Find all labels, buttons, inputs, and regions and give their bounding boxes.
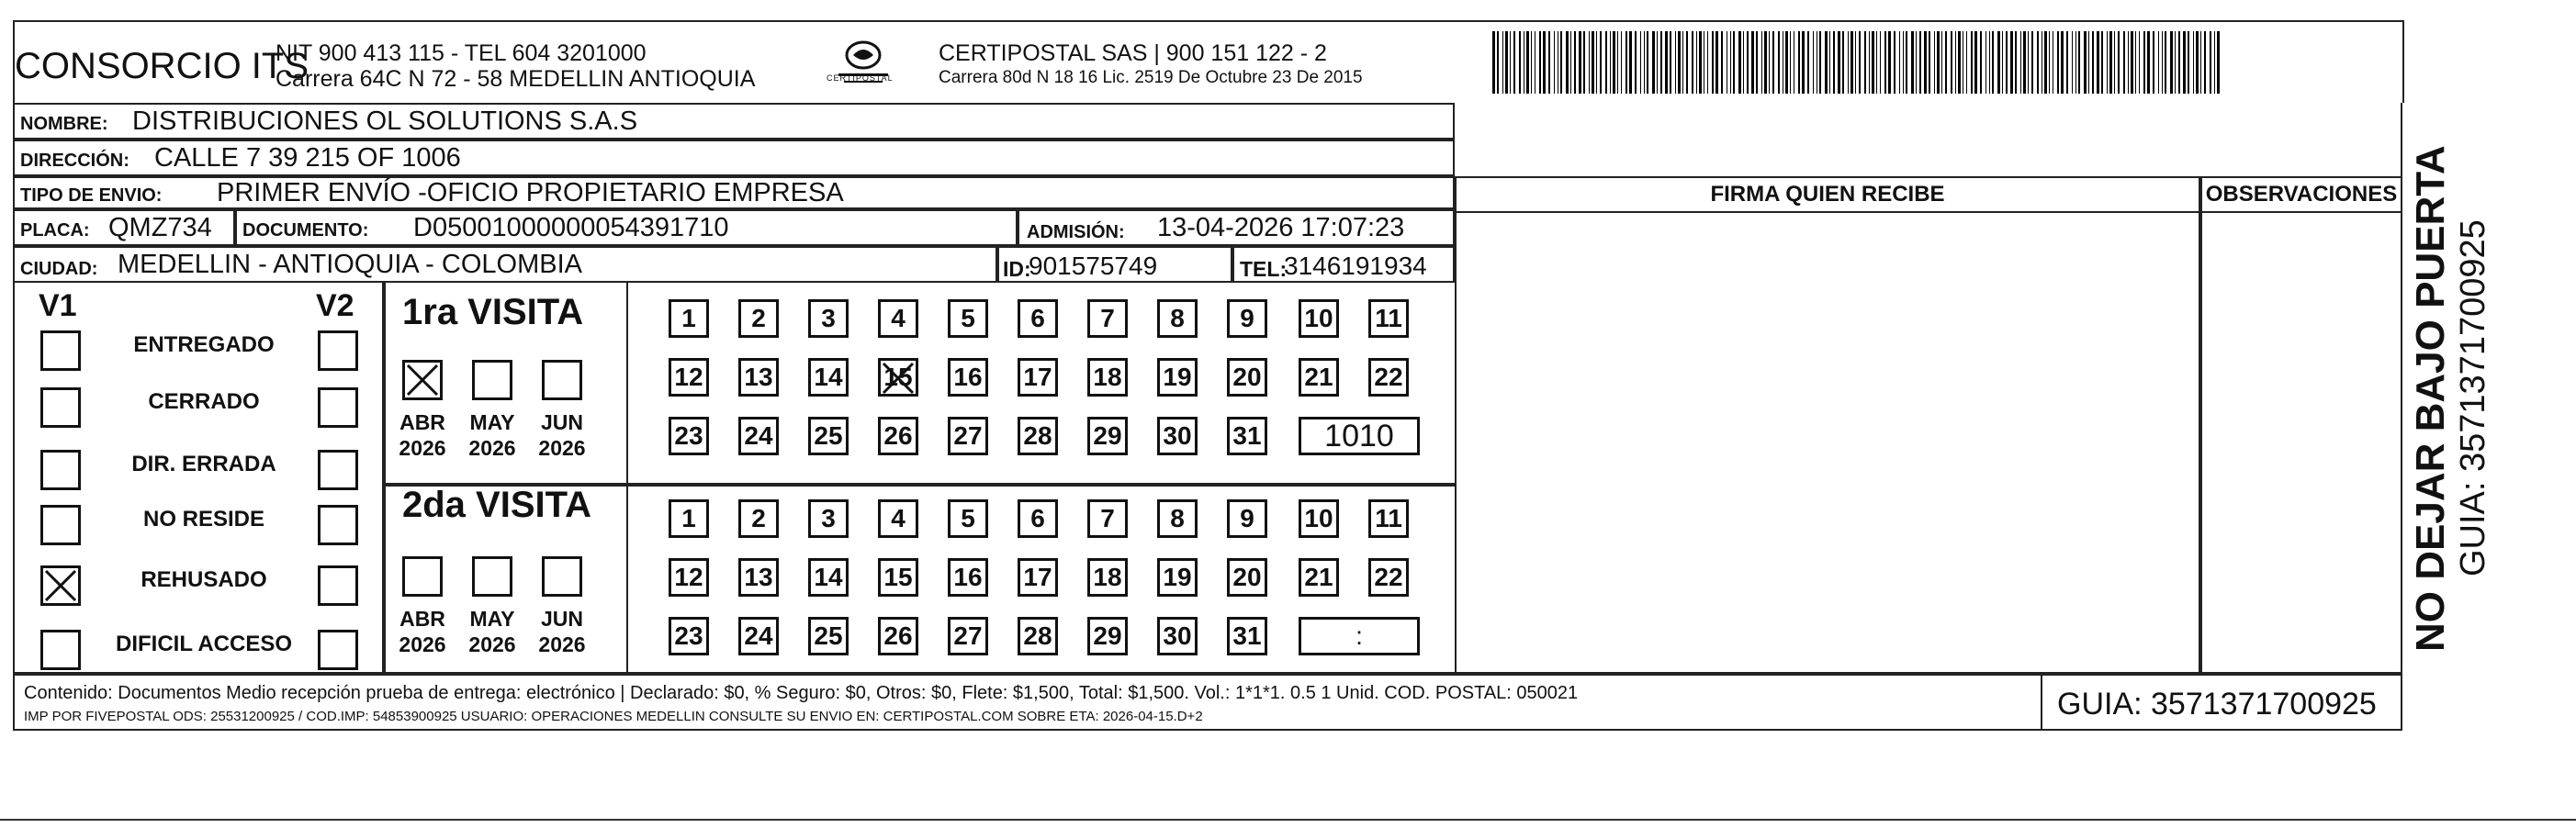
plate-cell	[13, 209, 235, 246]
first-visit-day-14[interactable]: 14	[808, 358, 849, 397]
address-label: DIRECCIÓN:	[20, 151, 129, 171]
first-visit-day-13[interactable]: 13	[738, 358, 779, 397]
second-visit-day-10[interactable]: 10	[1299, 499, 1339, 538]
footer-guide: GUIA: 3571371700925	[2057, 687, 2377, 722]
first-visit-month-checkbox-jun[interactable]	[542, 360, 582, 400]
company-name: CONSORCIO ITS	[15, 46, 309, 86]
reason-label-rehusado: REHUSADO	[141, 567, 267, 592]
second-visit-day-21[interactable]: 21	[1299, 558, 1339, 597]
footer-divider	[2041, 674, 2042, 731]
second-visit-day-1[interactable]: 1	[669, 499, 709, 538]
first-visit-month-label-may	[465, 409, 520, 461]
recipient-name: DISTRIBUCIONES OL SOLUTIONS S.A.S	[132, 106, 638, 136]
first-visit-month-label-abr	[395, 409, 450, 461]
shipment-type-row	[13, 176, 1455, 209]
second-visit-day-12[interactable]: 12	[669, 558, 709, 597]
second-visit-day-4[interactable]: 4	[878, 499, 918, 538]
v2-checkbox-cerrado[interactable]	[318, 387, 358, 428]
address-line: Carrera 64C N 72 - 58 MEDELLIN ANTIOQUIA	[276, 66, 756, 92]
header-rule-right	[2402, 20, 2404, 103]
first-visit-day-11[interactable]: 11	[1368, 299, 1409, 338]
v1-checkbox-rehusado[interactable]	[40, 565, 81, 606]
first-visit-day-7[interactable]: 7	[1087, 299, 1128, 338]
second-visit-day-27[interactable]: 27	[948, 617, 988, 655]
first-visit-day-25[interactable]: 25	[808, 417, 849, 455]
month-year: 2026	[399, 436, 446, 460]
first-visit-day-23[interactable]: 23	[669, 417, 709, 455]
second-visit-month-label-abr	[395, 606, 450, 657]
first-visit-day-29[interactable]: 29	[1087, 417, 1128, 455]
shipment-type: PRIMER ENVÍO -OFICIO PROPIETARIO EMPRESA	[217, 178, 844, 207]
logo-caption: CERTIPOSTAL	[827, 73, 894, 83]
courier-line: CERTIPOSTAL SAS | 900 151 122 - 2	[939, 40, 1327, 66]
shipment-type-label: TIPO DE ENVIO:	[20, 185, 163, 206]
second-visit-day-17[interactable]: 17	[1018, 558, 1058, 597]
month-name: JUN	[540, 607, 583, 631]
second-visit-day-22[interactable]: 22	[1368, 558, 1409, 597]
name-row	[13, 103, 1455, 140]
signature-divider	[1457, 211, 2199, 213]
first-visit-month-checkbox-may[interactable]	[472, 360, 512, 400]
license-line: Carrera 80d N 18 16 Lic. 2519 De Octubre 23 De 2015	[939, 68, 1363, 87]
signature-label: FIRMA QUIEN RECIBE	[1710, 182, 1945, 207]
imp-line: IMP POR FIVEPOSTAL ODS: 25531200925 / COD.IMP: 54853900925 USUARIO: OPERACIONES MEDELLIN CONSULTE SU ENVIO EN: CERTIPOSTAL.COM SOBRE ETA: 2026-04-15.D+2	[24, 709, 1203, 724]
second-visit-day-3[interactable]: 3	[808, 499, 849, 538]
first-visit-day-16[interactable]: 16	[948, 358, 988, 397]
first-visit-day-8[interactable]: 8	[1157, 299, 1198, 338]
v2-checkbox-dificil-acceso[interactable]	[318, 630, 358, 670]
first-visit-day-1[interactable]: 1	[669, 299, 709, 338]
second-visit-month-label-may	[465, 606, 520, 657]
second-visit-month-checkbox-jun[interactable]	[542, 556, 582, 597]
name-label: NOMBRE:	[20, 114, 108, 134]
second-visit-month-checkbox-may[interactable]	[472, 556, 512, 597]
second-visit-day-24[interactable]: 24	[738, 617, 779, 655]
month-year: 2026	[468, 632, 516, 656]
first-visit-day-21[interactable]: 21	[1299, 358, 1339, 397]
admission-label: ADMISIÓN:	[1027, 222, 1125, 242]
first-visit-day-10[interactable]: 10	[1299, 299, 1339, 338]
first-visit-day-26[interactable]: 26	[878, 417, 918, 455]
second-visit-day-31[interactable]: 31	[1227, 617, 1267, 655]
first-visit-day-18[interactable]: 18	[1087, 358, 1128, 397]
second-visit-day-18[interactable]: 18	[1087, 558, 1128, 597]
first-visit-day-31[interactable]: 31	[1227, 417, 1267, 455]
first-visit-month-checkbox-abr[interactable]	[402, 360, 443, 400]
tel-label: TEL:	[1240, 257, 1288, 281]
first-visit-title: 1ra VISITA	[402, 292, 584, 332]
observations-label: OBSERVACIONES	[2205, 182, 2398, 207]
second-visit-day-15[interactable]: 15	[878, 558, 918, 597]
v1-label: V1	[39, 288, 77, 323]
visit-divider	[626, 283, 628, 674]
month-name: MAY	[469, 410, 515, 434]
month-name: JUN	[540, 410, 583, 434]
second-visit-day-29[interactable]: 29	[1087, 617, 1128, 655]
reason-label-no-reside: NO RESIDE	[142, 507, 265, 531]
first-visit-day-22[interactable]: 22	[1368, 358, 1409, 397]
second-visit-day-28[interactable]: 28	[1018, 617, 1058, 655]
first-visit-day-27[interactable]: 27	[948, 417, 988, 455]
second-visit-day-5[interactable]: 5	[948, 499, 988, 538]
second-visit-month-label-jun	[534, 606, 590, 657]
v1-checkbox-cerrado[interactable]	[40, 387, 81, 428]
second-visit-time-field[interactable]: :	[1299, 617, 1420, 655]
second-visit-day-19[interactable]: 19	[1157, 558, 1198, 597]
reason-label-cerrado: CERRADO	[148, 389, 260, 414]
v2-label: V2	[316, 288, 354, 323]
month-year: 2026	[538, 436, 586, 460]
signature-area	[1455, 176, 2200, 674]
second-visit-day-14[interactable]: 14	[808, 558, 849, 597]
first-visit-time-field[interactable]: 1010	[1299, 417, 1420, 455]
first-visit-day-5[interactable]: 5	[948, 299, 988, 338]
reason-label-dir-errada: DIR. ERRADA	[131, 452, 276, 476]
document-label: DOCUMENTO:	[242, 220, 369, 241]
second-visit-title: 2da VISITA	[402, 485, 591, 525]
side-warning: NO DEJAR BAJO PUERTA	[2408, 145, 2453, 652]
city-label: CIUDAD:	[20, 259, 98, 279]
first-visit-day-30[interactable]: 30	[1157, 417, 1198, 455]
observations-divider	[2202, 211, 2401, 213]
first-visit-day-19[interactable]: 19	[1157, 358, 1198, 397]
reason-label-dificil-acceso: DIFICIL ACCESO	[115, 632, 292, 656]
first-visit-day-2[interactable]: 2	[738, 299, 779, 338]
second-visit-day-30[interactable]: 30	[1157, 617, 1198, 655]
v1-checkbox-dificil-acceso[interactable]	[40, 630, 81, 670]
document-cell	[235, 209, 1018, 246]
v2-checkbox-rehusado[interactable]	[318, 565, 358, 606]
tel-cell	[1232, 246, 1455, 283]
month-year: 2026	[538, 632, 586, 656]
barcode	[1492, 31, 2225, 94]
tel-value: 3146191934	[1284, 252, 1427, 280]
second-visit-day-13[interactable]: 13	[738, 558, 779, 597]
first-visit-day-12[interactable]: 12	[669, 358, 709, 397]
second-visit-day-25[interactable]: 25	[808, 617, 849, 655]
nit-line: NIT 900 413 115 - TEL 604 3201000	[276, 40, 647, 66]
first-visit-month-label-jun	[534, 409, 590, 461]
first-visit-day-4[interactable]: 4	[878, 299, 918, 338]
month-name: MAY	[469, 607, 515, 631]
second-visit-day-16[interactable]: 16	[948, 558, 988, 597]
second-visit-day-9[interactable]: 9	[1227, 499, 1267, 538]
content-line: Contenido: Documentos Medio recepción prueba de entrega: electrónico | Declarado: $0, % Seguro: $0, Otros: $0, Flete: $1,500, Total: $1,500. Vol.: 1*1*1. 0.5 1 Unid. COD. POSTAL: 050021	[24, 683, 1579, 703]
v2-checkbox-dir-errada[interactable]	[318, 450, 358, 490]
reason-label-entregado: ENTREGADO	[133, 332, 275, 357]
city-cell	[13, 246, 997, 283]
second-visit-day-26[interactable]: 26	[878, 617, 918, 655]
first-visit-day-3[interactable]: 3	[808, 299, 849, 338]
first-visit-day-15[interactable]: 15	[878, 358, 918, 397]
v1-checkbox-no-reside[interactable]	[40, 505, 81, 545]
first-visit-day-28[interactable]: 28	[1018, 417, 1058, 455]
recipient-address: CALLE 7 39 215 OF 1006	[154, 143, 461, 173]
second-visit-day-6[interactable]: 6	[1018, 499, 1058, 538]
document-value: D05001000000054391710	[413, 213, 729, 242]
admission-value: 13-04-2026 17:07:23	[1157, 213, 1405, 242]
month-year: 2026	[399, 632, 446, 656]
first-visit-day-6[interactable]: 6	[1018, 299, 1058, 338]
second-visit-day-8[interactable]: 8	[1157, 499, 1198, 538]
first-visit-day-9[interactable]: 9	[1227, 299, 1267, 338]
side-guide: GUIA: 3571371700925	[2454, 219, 2492, 576]
second-visit-month-checkbox-abr[interactable]	[402, 556, 443, 597]
month-name: ABR	[399, 410, 445, 434]
second-visit-day-7[interactable]: 7	[1087, 499, 1128, 538]
id-label: ID:	[1003, 257, 1031, 281]
month-name: ABR	[399, 607, 445, 631]
plate-label: PLACA:	[20, 220, 90, 241]
first-visit-day-24[interactable]: 24	[738, 417, 779, 455]
page-bottom-rule	[0, 819, 2576, 821]
second-visit-day-11[interactable]: 11	[1368, 499, 1409, 538]
id-cell	[997, 246, 1232, 283]
id-value: 901575749	[1029, 252, 1158, 280]
v2-checkbox-entregado[interactable]	[318, 330, 358, 371]
second-visit-day-2[interactable]: 2	[738, 499, 779, 538]
city-value: MEDELLIN - ANTIOQUIA - COLOMBIA	[118, 250, 582, 279]
first-visit-day-20[interactable]: 20	[1227, 358, 1267, 397]
second-visit-day-20[interactable]: 20	[1227, 558, 1267, 597]
address-row	[13, 140, 1455, 176]
v2-checkbox-no-reside[interactable]	[318, 505, 358, 545]
header-rule	[13, 20, 2403, 22]
first-visit-day-17[interactable]: 17	[1018, 358, 1058, 397]
header-rule-left	[13, 20, 15, 103]
v1-checkbox-entregado[interactable]	[40, 330, 81, 371]
plate-value: QMZ734	[108, 213, 212, 242]
observations-area	[2200, 176, 2402, 674]
second-visit-day-23[interactable]: 23	[669, 617, 709, 655]
admission-cell	[1018, 209, 1455, 246]
v1-checkbox-dir-errada[interactable]	[40, 450, 81, 490]
month-year: 2026	[468, 436, 516, 460]
